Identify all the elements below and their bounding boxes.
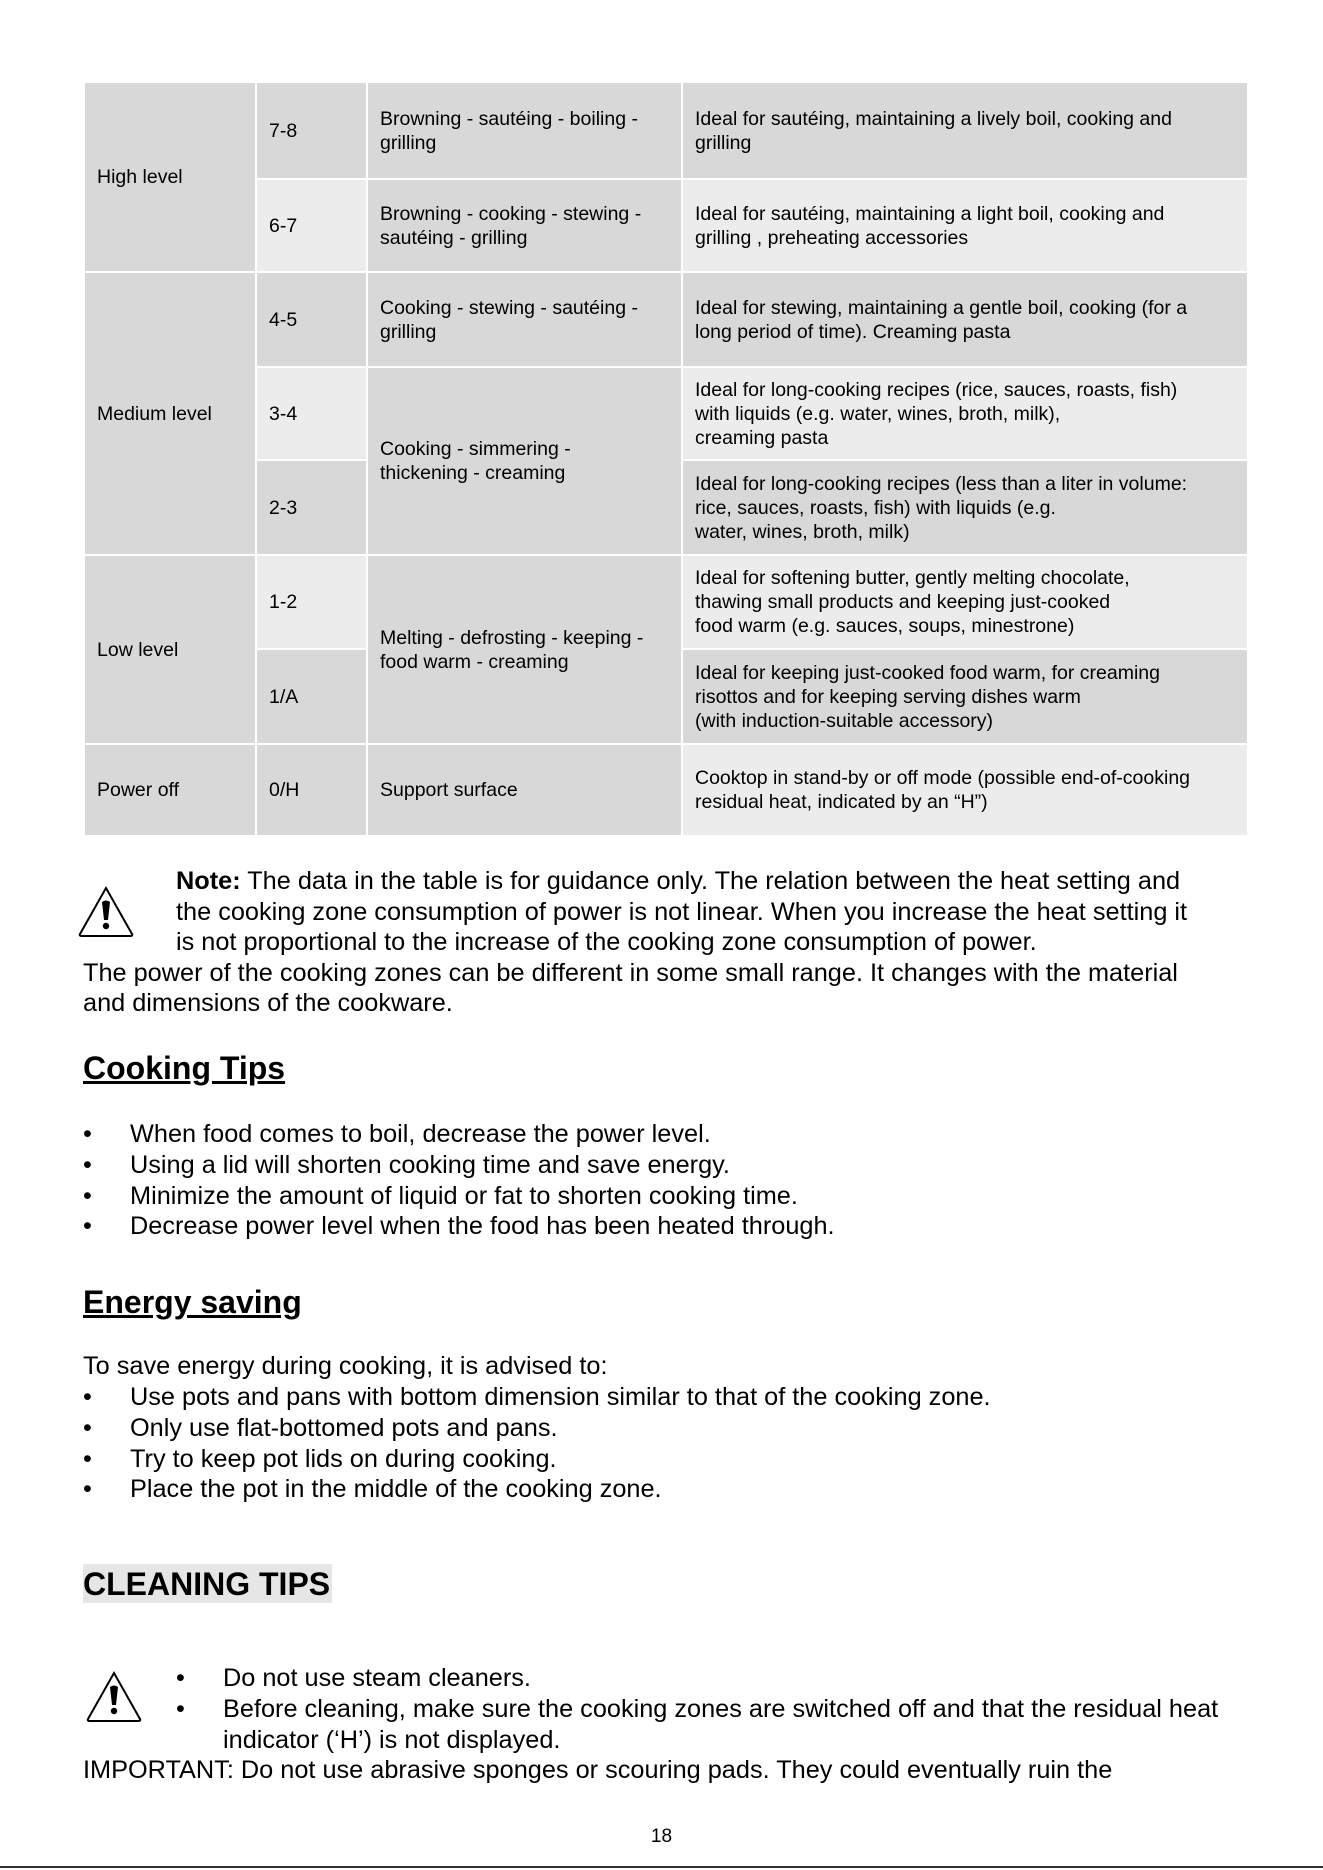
table-row [84, 744, 1248, 836]
use-cell: Cooking - simmering - thickening - creaming [367, 367, 682, 555]
energy-saving-list [83, 1382, 991, 1505]
list-item: • Only use flat-bottomed pots and pans. [83, 1413, 558, 1442]
note-line: The power of the cooking zones can be different in some small range. It changes with the material [83, 958, 1178, 987]
description-cell: Ideal for sautéing, maintaining a lively boil, cooking and grilling [682, 82, 1248, 179]
page-bottom-rule [0, 1866, 1323, 1868]
description-cell: Ideal for stewing, maintaining a gentle boil, cooking (for a long period of time). Creaming pasta [682, 272, 1248, 367]
note-line: Note: The data in the table is for guidance only. The relation between the heat setting and [176, 867, 1181, 895]
cooking-tips-list [83, 1119, 835, 1242]
cleaning-tips-list [176, 1663, 1256, 1755]
description-cell: Ideal for long-cooking recipes (less than a liter in volume: rice, sauces, roasts, fish) with liquids (e.g. water, wines, broth, milk) [682, 460, 1248, 555]
description-cell: Ideal for keeping just-cooked food warm, for creaming risottos and for keeping serving dishes warm (with induction-suitable accessory) [682, 649, 1248, 744]
use-cell: Support surface [367, 744, 682, 836]
setting-cell: 1/A [256, 649, 367, 744]
use-cell: Browning - cooking - stewing - sautéing - grilling [367, 179, 682, 272]
note-block [83, 866, 1273, 1019]
setting-cell: 7-8 [256, 82, 367, 179]
list-item: • Place the pot in the middle of the cooking zone. [83, 1475, 662, 1504]
note-line: the cooking zone consumption of power is not linear. When you increase the heat setting it [176, 897, 1188, 926]
level-cell: Low level [84, 555, 256, 744]
setting-cell: 2-3 [256, 460, 367, 555]
list-item: • Using a lid will shorten cooking time and save energy. [83, 1150, 730, 1179]
energy-saving-heading: Energy saving [83, 1284, 302, 1320]
table-row [84, 555, 1248, 649]
description-cell: Ideal for sautéing, maintaining a light boil, cooking and grilling , preheating accessories [682, 179, 1248, 272]
level-cell: High level [84, 82, 256, 272]
list-item: • Use pots and pans with bottom dimension similar to that of the cooking zone. [83, 1383, 991, 1411]
table-row [84, 272, 1248, 367]
list-item: • Minimize the amount of liquid or fat to shorten cooking time. [83, 1181, 798, 1210]
note-line: and dimensions of the cookware. [83, 989, 453, 1017]
table-row [84, 367, 1248, 460]
cooking-tips-heading: Cooking Tips [83, 1050, 286, 1086]
page-number: 18 [650, 1826, 673, 1847]
energy-saving-intro: To save energy during cooking, it is advised to: [83, 1352, 608, 1380]
description-cell: Ideal for softening butter, gently melting chocolate, thawing small products and keeping just-cooked food warm (e.g. sauces, soups, minestrone) [682, 555, 1248, 649]
note-line: is not proportional to the increase of the cooking zone consumption of power. [176, 928, 1037, 956]
level-cell: Power off [84, 744, 256, 836]
list-item: • Do not use steam cleaners. [176, 1664, 531, 1692]
setting-cell: 3-4 [256, 367, 367, 460]
use-cell: Melting - defrosting - keeping - food warm - creaming [367, 555, 682, 744]
list-item: • When food comes to boil, decrease the power level. [83, 1120, 711, 1148]
setting-cell: 0/H [256, 744, 367, 836]
list-item: • Try to keep pot lids on during cooking. [83, 1444, 557, 1473]
list-item: • Decrease power level when the food has been heated through. [83, 1212, 835, 1241]
description-cell: Cooktop in stand-by or off mode (possible end-of-cooking residual heat, indicated by an “H”) [682, 744, 1248, 836]
note-label: Note: [176, 867, 241, 895]
heat-settings-table [83, 81, 1249, 837]
setting-cell: 1-2 [256, 555, 367, 649]
level-cell: Medium level [84, 272, 256, 555]
setting-cell: 6-7 [256, 179, 367, 272]
warning-icon [84, 1669, 144, 1725]
setting-cell: 4-5 [256, 272, 367, 367]
use-cell: Cooking - stewing - sautéing - grilling [367, 272, 682, 367]
description-cell: Ideal for long-cooking recipes (rice, sauces, roasts, fish) with liquids (e.g. water, wines, broth, milk), creaming pasta [682, 367, 1248, 460]
list-item: • Before cleaning, make sure the cooking zones are switched off and that the residual heat indicator (‘H’) is not displayed. [176, 1694, 1219, 1754]
table-row [84, 82, 1248, 179]
use-cell: Browning - sautéing - boiling - grilling [367, 82, 682, 179]
cleaning-tips-heading: CLEANING TIPS [83, 1566, 331, 1602]
important-warning: IMPORTANT: Do not use abrasive sponges or scouring pads. They could eventually ruin the [83, 1756, 1113, 1784]
table-row [84, 179, 1248, 272]
